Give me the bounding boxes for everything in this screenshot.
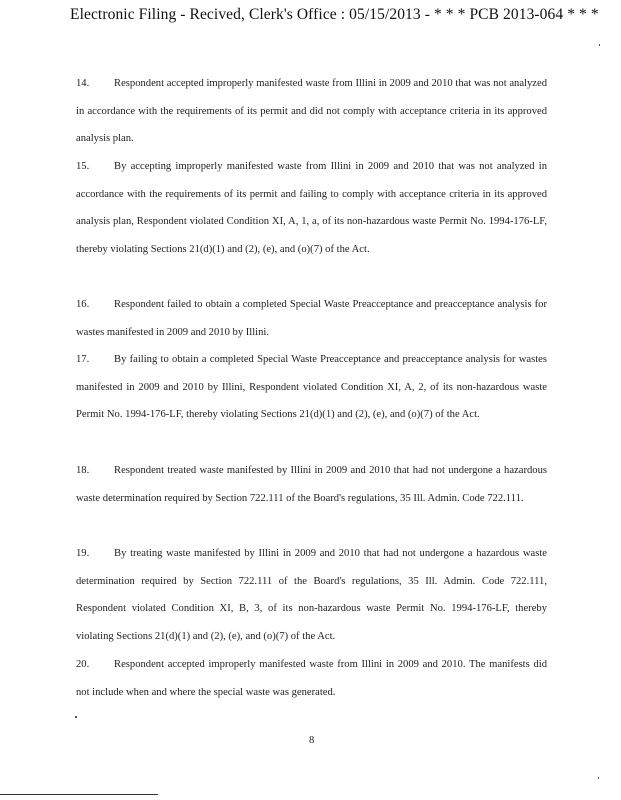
- paragraph-19: [76, 540, 547, 651]
- scan-speck: [598, 777, 599, 779]
- paragraph-number: 17.: [76, 354, 90, 365]
- paragraph-number: 19.: [76, 548, 90, 559]
- paragraph-number: 16.: [76, 299, 90, 310]
- paragraph-text: By failing to obtain a completed Special Waste Preacceptance and preacceptance analysis for wastes manifested in 2009 and 2010 by Illini, Respondent violated Condition XI, A, 2, of its non-hazardous waste Permit No. 1994-176-LF, thereby violating Sections 21(d)(1) and (2), (e), and (o)(7) of the Act.: [76, 354, 547, 421]
- paragraph-text: Respondent accepted improperly manifested waste from Illini in 2009 and 2010 that was not analyzed in accordance with the requirements of its permit and did not comply with acceptance criteria in its approved analysis plan.: [76, 78, 547, 145]
- paragraph-text: Respondent accepted improperly manifested waste from Illini in 2009 and 2010. The manifests did not include when and where the special waste was generated.: [76, 659, 547, 698]
- paragraph-14: [76, 70, 547, 153]
- paragraph-number: 20.: [76, 659, 90, 670]
- paragraph-16: [76, 291, 547, 346]
- paragraph-text: By accepting improperly manifested waste from Illini in 2009 and 2010 that was not analyzed in accordance with the requirements of its permit and failing to comply with acceptance criteria in its approved analysis plan, Respondent violated Condition XI, A, 1, a, of its non-hazardous waste Permit No. 1994-176-LF, thereby violating Sections 21(d)(1) and (2), (e), and (o)(7) of the Act.: [76, 161, 547, 256]
- paragraph-text: By treating waste manifested by Illini in 2009 and 2010 that had not undergone a hazardous waste determination required by Section 722.111 of the Board's regulations, 35 Ill. Admin. Code 722.111, Respondent violated Condition XI, B, 3, of its non-hazardous waste Permit No. 1994-176-LF, thereby violating Sections 21(d)(1) and (2), (e), and (o)(7) of the Act.: [76, 548, 547, 643]
- scan-speck: [75, 716, 77, 718]
- paragraph-number: 18.: [76, 465, 90, 476]
- scan-speck: [599, 44, 600, 46]
- paragraph-text: Respondent treated waste manifested by Illini in 2009 and 2010 that had not undergone a hazardous waste determination required by Section 722.111 of the Board's regulations, 35 Ill. Admin. Code 722.111.: [76, 465, 547, 504]
- scan-edge-line: [0, 794, 158, 795]
- paragraph-number: 14.: [76, 78, 90, 89]
- page-number: 8: [309, 735, 315, 746]
- paragraph-text: Respondent failed to obtain a completed Special Waste Preacceptance and preacceptance analysis for wastes manifested in 2009 and 2010 by Illini.: [76, 299, 547, 338]
- paragraph-18: [76, 457, 547, 512]
- paragraph-15: [76, 153, 547, 264]
- filing-header: Electronic Filing - Recived, Clerk's Office : 05/15/2013 - * * * PCB 2013-064 * * *: [70, 6, 599, 23]
- paragraph-number: 15.: [76, 161, 90, 172]
- paragraph-17: [76, 346, 547, 429]
- paragraph-20: [76, 651, 547, 706]
